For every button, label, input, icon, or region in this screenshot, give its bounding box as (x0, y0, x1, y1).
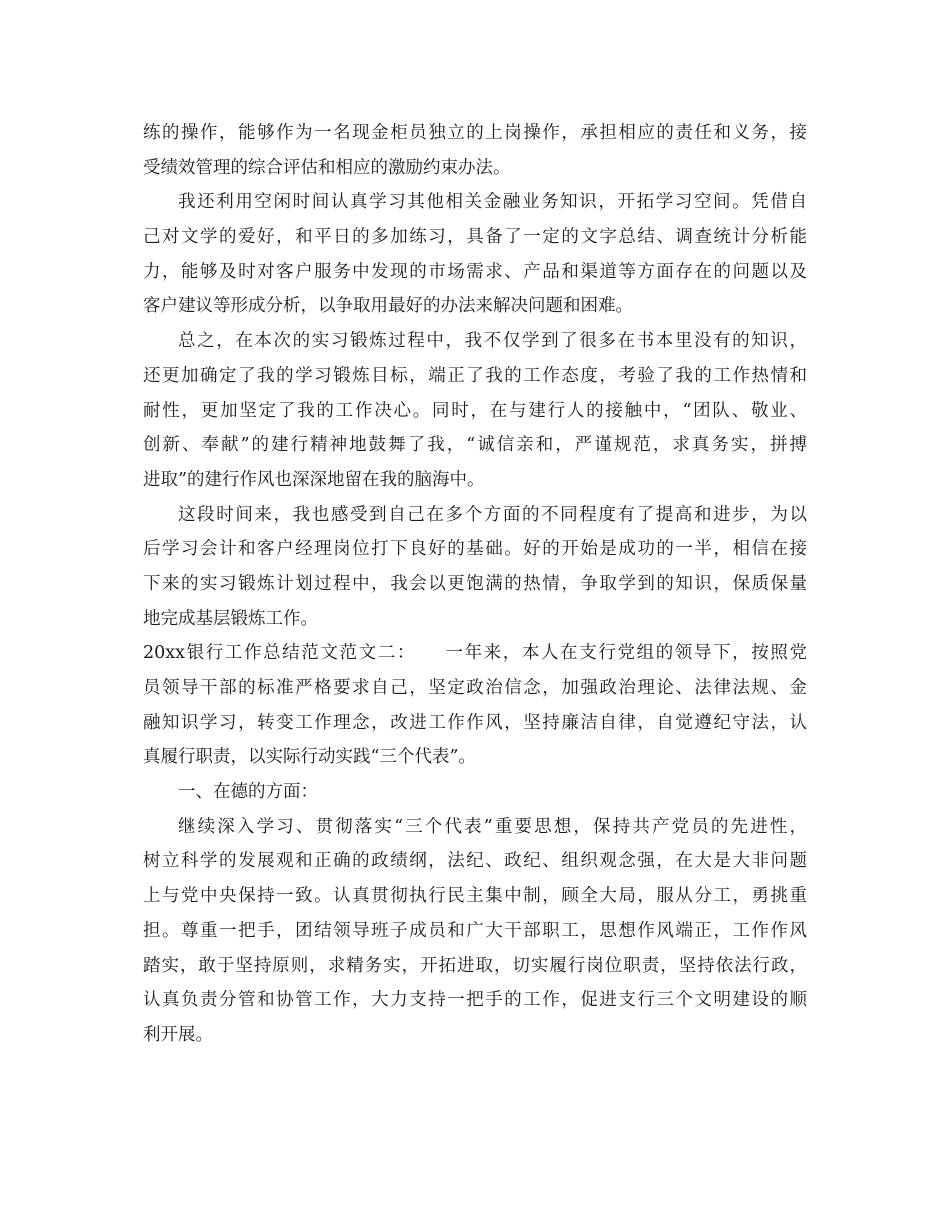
text-line: 踏实，敢于坚持原则，求精务实，开拓进取，切实履行岗位职责，坚持依法行政， (143, 955, 807, 976)
text-line: 真履行职责，以实际行动实践“三个代表”。 (143, 747, 476, 768)
text-line: 员领导干部的标准严格要求自己，坚定政治信念，加强政治理论、法律法规、金 (143, 678, 807, 698)
text-line: 地完成基层锻炼工作。 (143, 608, 318, 629)
text-line: 认真负责分管和协管工作，大力支持一把手的工作，促进支行三个文明建设的顺 (143, 990, 807, 1011)
text-line: 还更加确定了我的学习锻炼目标，端正了我的工作态度，考验了我的工作热情和 (143, 365, 807, 386)
text-line: 利开展。 (143, 1024, 213, 1045)
text-line: 后学习会计和客户经理岗位打下良好的基础。好的开始是成功的一半，相信在接 (143, 539, 807, 560)
text-line: 耐性，更加坚定了我的工作决心。同时，在与建行人的接触中，“团队、敬业、 (143, 400, 807, 421)
text-line: 总之，在本次的实习锻炼过程中，我不仅学到了很多在书本里没有的知识， (178, 331, 807, 352)
text-line: 创新、奉献”的建行精神地鼓舞了我，“诚信亲和，严谨规范，求真务实，拼搏 (143, 435, 807, 456)
text-line: 受绩效管理的综合评估和相应的激励约束办法。 (143, 157, 511, 178)
document-body (143, 116, 807, 1053)
text-line: 己对文学的爱好，和平日的多加练习，具备了一定的文字总结、调查统计分析能 (143, 227, 807, 248)
text-line: 练的操作，能够作为一名现金柜员独立的上岗操作，承担相应的责任和义务，接 (143, 123, 807, 143)
text-line: 这段时间来，我也感受到自己在多个方面的不同程度有了提高和进步，为以 (178, 504, 807, 525)
text-line: 担。尊重一把手，团结领导班子成员和广大干部职工，思想作风端正，工作作风 (143, 920, 807, 941)
text-line: 融知识学习，转变工作理念，改进工作作风，坚持廉洁自律，自觉遵纪守法，认 (143, 712, 807, 733)
text-line: 继续深入学习、贯彻落实“三个代表”重要思想，保持共产党员的先进性， (178, 816, 807, 837)
text-line: 上与党中央保持一致。认真贯彻执行民主集中制，顾全大局，服从分工，勇挑重 (143, 886, 807, 907)
text-line: 进取”的建行作风也深深地留在我的脑海中。 (143, 469, 485, 490)
section-heading-line: 20xx银行工作总结范文范文二： 一年来，本人在支行党组的领导下，按照党 (143, 643, 807, 664)
text-line: 力，能够及时对客户服务中发现的市场需求、产品和渠道等方面存在的问题以及 (143, 261, 807, 282)
text-line: 我还利用空闲时间认真学习其他相关金融业务知识，开拓学习空间。凭借自 (178, 192, 807, 213)
subheading-line: 一、在德的方面： (178, 782, 318, 803)
text-line: 下来的实习锻炼计划过程中，我会以更饱满的热情，争取学到的知识，保质保量 (143, 573, 807, 594)
text-line: 树立科学的发展观和正确的政绩纲，法纪、政纪、组织观念强，在大是大非问题 (143, 851, 807, 872)
text-line: 客户建议等形成分析，以争取用最好的办法来解决问题和困难。 (143, 296, 633, 317)
